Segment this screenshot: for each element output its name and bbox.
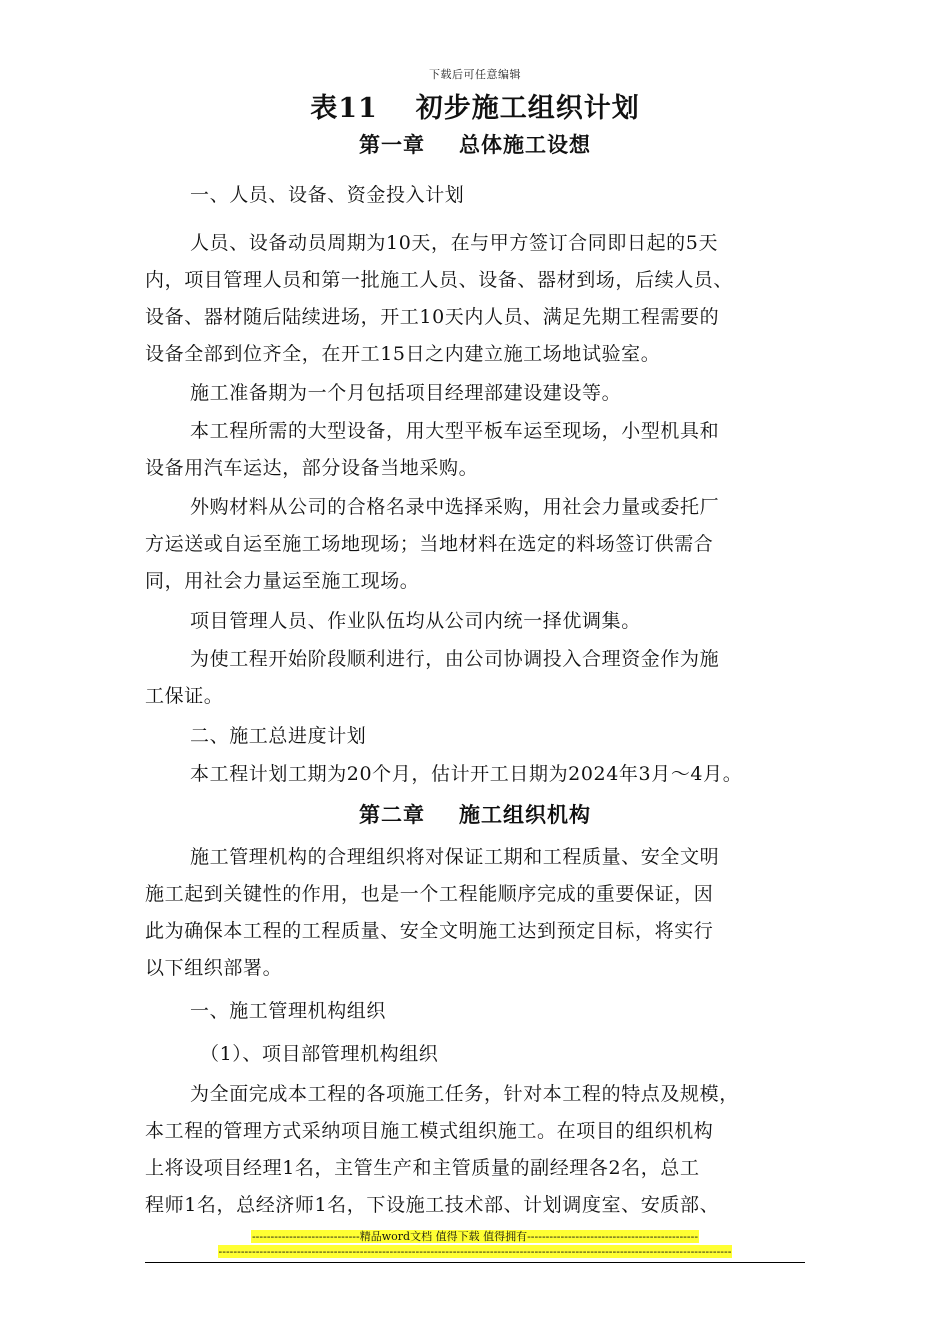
paragraph-line: 施工管理机构的合理组织将对保证工期和工程质量、安全文明 [190, 846, 720, 868]
document-title [0, 86, 950, 125]
paragraph-line: 本工程计划工期为20个月，估计开工日期为2024年3月～4月。 [190, 763, 743, 785]
footer-dashes [0, 1245, 950, 1259]
paragraph-line: 设备用汽车运达，部分设备当地采购。 [145, 457, 479, 479]
paragraph-line: 内，项目管理人员和第一批施工人员、设备、器材到场，后续人员、 [145, 269, 734, 291]
paragraph-line: 本工程的管理方式采纳项目施工模式组织施工。在项目的组织机构 [145, 1120, 714, 1142]
paragraph-line: 施工起到关键性的作用，也是一个工程能顺序完成的重要保证，因 [145, 883, 714, 905]
paragraph-line: 程师1名，总经济师1名，下设施工技术部、计划调度室、安质部、 [145, 1194, 720, 1216]
footer-divider [145, 1262, 805, 1263]
chapter-2-heading [0, 799, 950, 829]
paragraph-line: 人员、设备动员周期为10天，在与甲方签订合同即日起的5天 [190, 232, 719, 254]
paragraph-line: 工保证。 [145, 685, 224, 707]
section-heading: 二、施工总进度计划 [190, 725, 367, 747]
paragraph-line: 项目管理人员、作业队伍均从公司内统一择优调集。 [190, 610, 641, 632]
header-note: 下载后可任意编辑 [429, 68, 521, 81]
paragraph-line: 为使工程开始阶段顺利进行，由公司协调投入合理资金作为施 [190, 648, 720, 670]
chapter-number: 第一章 [359, 132, 425, 157]
table-number: 表11 [310, 93, 378, 124]
paragraph-line: 外购材料从公司的合格名录中选择采购，用社会力量或委托厂 [190, 496, 720, 518]
section-heading: 一、施工管理机构组织 [190, 1000, 387, 1022]
footer-banner-text: -----------------------------精品word文档 值得下载 值得拥有---------------------------------------------- [251, 1230, 699, 1243]
footer-dashes-text: ------------------------------------------------------------------------------------------------------------------------------------------ [218, 1245, 732, 1258]
paragraph-line: 设备、器材随后陆续进场，开工10天内人员、满足先期工程需要的 [145, 306, 720, 328]
paragraph-line: 设备全部到位齐全，在开工15日之内建立施工场地试验室。 [145, 343, 661, 365]
chapter-1-heading [0, 129, 950, 159]
paragraph-line: 以下组织部署。 [145, 957, 283, 979]
chapter-title: 总体施工设想 [459, 132, 591, 157]
paragraph-line: 施工准备期为一个月包括项目经理部建设建设等。 [190, 382, 622, 404]
title-text: 初步施工组织计划 [415, 93, 640, 124]
subsection-heading: （1）、项目部管理机构组织 [200, 1043, 439, 1065]
section-heading: 一、人员、设备、资金投入计划 [190, 184, 465, 206]
paragraph-line: 上将设项目经理1名，主管生产和主管质量的副经理各2名，总工 [145, 1157, 700, 1179]
paragraph-line: 为全面完成本工程的各项施工任务，针对本工程的特点及规模， [190, 1083, 739, 1105]
footer-banner [0, 1230, 950, 1244]
chapter-title: 施工组织机构 [459, 802, 591, 827]
paragraph-line: 同，用社会力量运至施工现场。 [145, 570, 420, 592]
paragraph-line: 方运送或自运至施工场地现场；当地材料在选定的料场签订供需合 [145, 533, 714, 555]
paragraph-line: 此为确保本工程的工程质量、安全文明施工达到预定目标，将实行 [145, 920, 714, 942]
paragraph-line: 本工程所需的大型设备，用大型平板车运至现场，小型机具和 [190, 420, 720, 442]
chapter-number: 第二章 [359, 802, 425, 827]
